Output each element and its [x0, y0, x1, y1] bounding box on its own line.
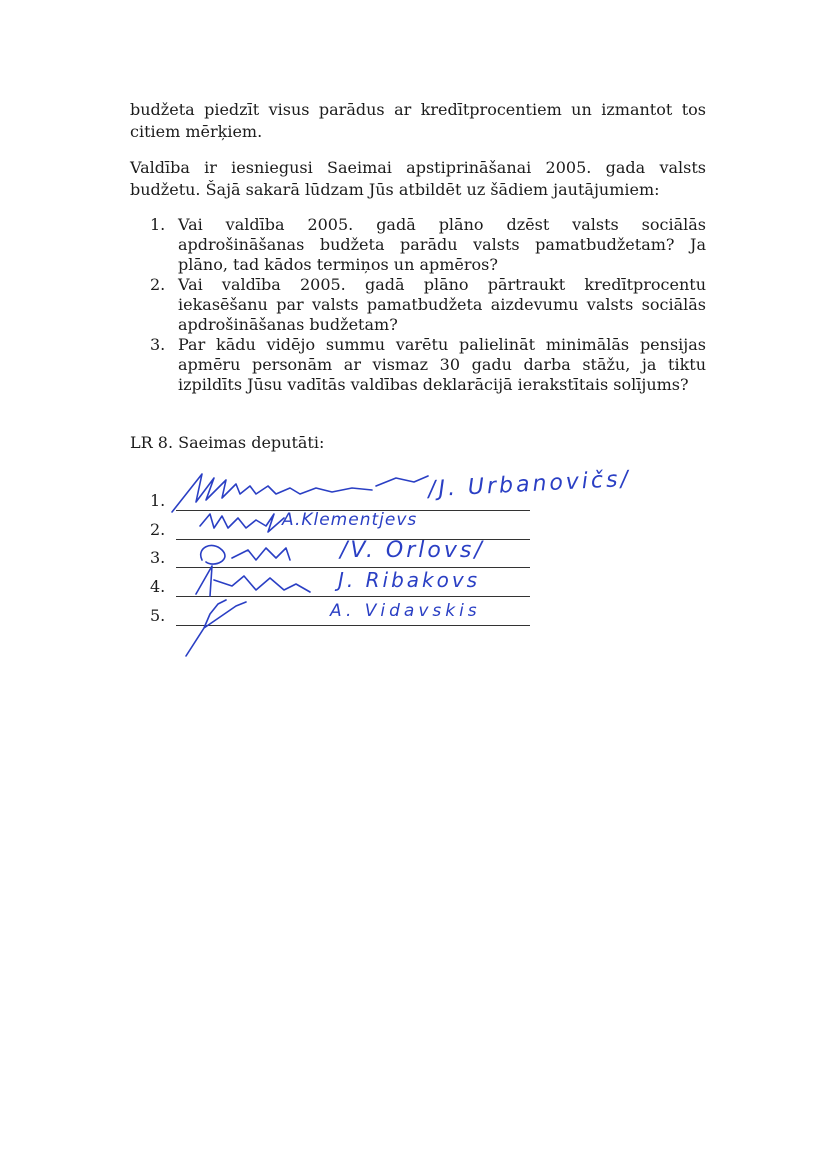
question-list: [150, 215, 706, 395]
signature-number: 5.: [150, 606, 166, 625]
intro-paragraph: budžeta piedzīt visus parādus ar kredītprocentiem un izmantot tos citiem mērķiem.: [130, 100, 706, 141]
question-number: 3.: [150, 335, 166, 354]
signature-number: 1.: [150, 491, 166, 510]
question-item: [150, 275, 706, 335]
signatures-label: LR 8. Saeimas deputāti:: [130, 433, 325, 452]
handwritten-name: J. Ribakovs: [338, 568, 481, 592]
signature-number: 2.: [150, 520, 166, 539]
request-paragraph: Valdība ir iesniegusi Saeimai apstiprināšanai 2005. gada valsts budžetu. Šajā sakarā lūdzam Jūs atbildēt uz šādiem jautājumiem:: [130, 158, 706, 199]
signature-line: [176, 596, 530, 597]
handwritten-name: A.Klementjevs: [282, 510, 418, 530]
question-number: 1.: [150, 215, 166, 234]
question-text: Vai valdība 2005. gadā plāno pārtraukt kredītprocentu iekasēšanu par valsts pamatbudžeta aizdevumu valsts sociālās apdrošināšanas budžetam?: [178, 275, 706, 334]
signature-number: 4.: [150, 577, 166, 596]
signature-line: [176, 625, 530, 626]
handwritten-name: A. Vidavskis: [330, 601, 481, 621]
handwritten-name: /V. Orlovs/: [340, 538, 485, 563]
question-item: [150, 215, 706, 275]
question-text: Vai valdība 2005. gadā plāno dzēst valsts sociālās apdrošināšanas budžeta parādu valsts pamatbudžetam? Ja plāno, tad kādos termiņos un apmēros?: [178, 215, 706, 274]
handwritten-name: /J. Urbanovičs/: [427, 466, 632, 503]
signature-number: 3.: [150, 548, 166, 567]
signature-scribble: [376, 476, 428, 486]
question-number: 2.: [150, 275, 166, 294]
question-text: Par kādu vidējo summu varētu palielināt minimālās pensijas apmēru personām ar vismaz 30 gadu darba stāžu, ja tiktu izpildīts Jūsu vadītās valdības deklarācijā ierakstītais solījums?: [178, 335, 706, 394]
question-item: [150, 335, 706, 395]
